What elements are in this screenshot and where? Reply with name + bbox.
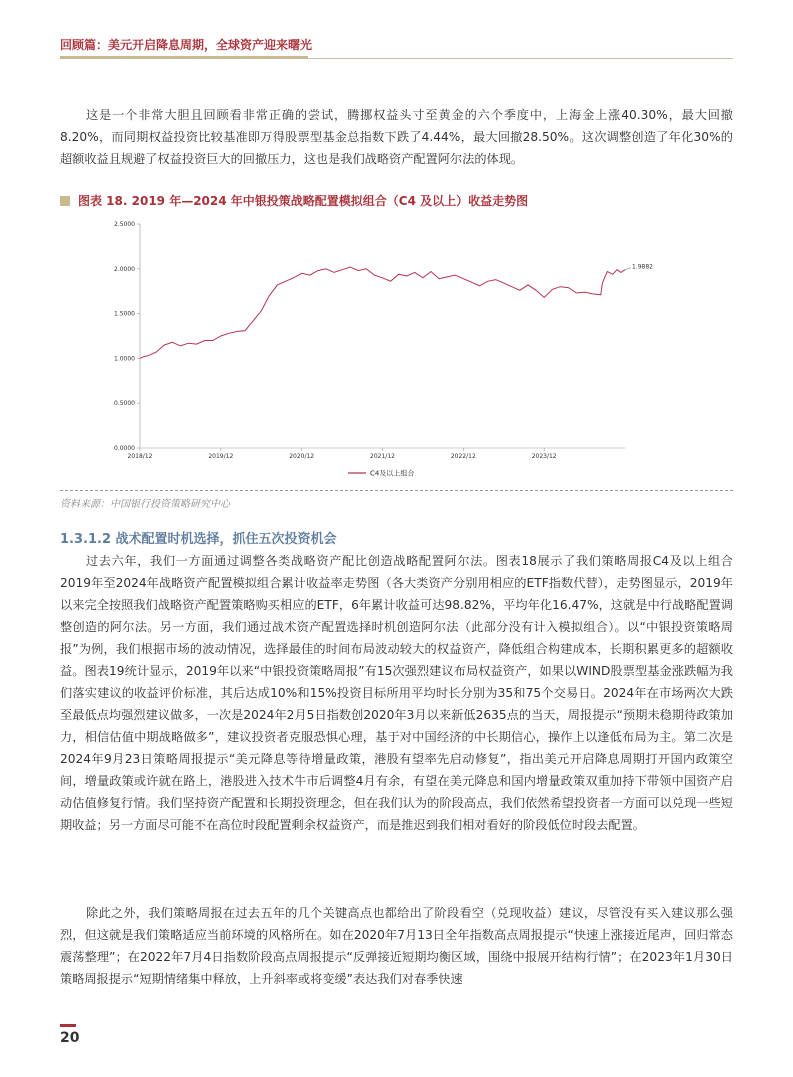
y-tick-label: 1.5000 xyxy=(114,310,135,318)
header-accent-bar xyxy=(60,56,308,59)
figure-title xyxy=(60,192,733,209)
x-tick-label: 2023/12 xyxy=(531,453,557,460)
y-tick-label: 2.5000 xyxy=(114,221,135,228)
source-divider xyxy=(60,490,733,491)
figure-marker-icon xyxy=(60,196,70,206)
x-tick-label: 2018/12 xyxy=(127,453,153,460)
x-tick-label: 2022/12 xyxy=(450,453,476,460)
x-tick-label: 2019/12 xyxy=(208,453,234,460)
footer-accent-bar xyxy=(60,1024,76,1027)
running-header xyxy=(60,36,733,53)
y-tick-label: 1.0000 xyxy=(114,355,135,363)
returns-line-chart xyxy=(60,212,680,487)
paragraph-1: 这是一个非常大胆且回顾看非常正确的尝试，腾挪权益头寸至黄金的六个季度中，上海金上涨40.30%，最大回撤8.20%，而同期权益投资比较基准即万得股票型基金总指数下跌了4.44%，最大回撤28.50%。这次调整创造了年化30%的超额收益且规避了权益投资巨大的回撤压力，这也是我们战略资产配置阿尔法的体现。 xyxy=(60,108,733,166)
paragraph-2: 过去六年，我们一方面通过调整各类战略资产配比创造战略配置阿尔法。图表18展示了我们策略周报C4及以上组合2019年至2024年战略资产配置模拟组合累计收益率走势图（各大类资产分别用相应的ETF指数代替），走势图显示，2019年以来完全按照我们战略资产配置策略购买相应的ETF，6年累计收益可达98.82%，平均年化16.47%，这就是中行战略配置调整创造的阿尔法。另一方面，我们通过战术资产配置选择时机创造阿尔法（此部分没有计入模拟组合）。以“中银投资策略周报”为例，我们根据市场的波动情况，选择最佳的时间布局波动较大的权益资产，降低组合构建成本，长期积累更多的超额收益。图表19统计显示，2019年以来“中银投资策略周报”有15次强烈建议布局权益资产，如果以WIND股票型基金涨跌幅为我们落实建议的收益评价标准，其后达成10%和15%投资目标所用平均时长分别为35和75个交易日。2024年在市场两次大跌至最低点均强烈建议做多，一次是2024年2月5日指数创2020年3月以来新低2635点的当天，周报提示“预期未稳期待政策加力，相信估值中期战略做多”，建议投资者克服恐惧心理，基于对中国经济的中长期信心，操作上以逢低布局为主。第二次是2024年9月23日策略周报提示“美元降息等待增量政策，港股有望率先启动修复”，指出美元开启降息周期打开国内政策空间，增量政策或许就在路上，港股进入技术牛市后调整4月有余，有望在美元降息和国内增量政策双重加持下带领中国资产启动估值修复行情。我们坚持资产配置和长期投资理念，但在我们认为的阶段高点，我们依然希望投资者一方面可以兑现一些短期收益；另一方面尽可能不在高位时段配置剩余权益资产，而是推迟到我们相对看好的阶段低位时段去配置。 xyxy=(60,554,733,832)
x-tick-label: 2020/12 xyxy=(289,453,315,460)
header-title: 回顾篇：美元开启降息周期，全球资产迎来曙光 xyxy=(60,38,313,52)
figure-title-text: 图表 18. 2019 年—2024 年中银投策战略配置模拟组合（C4 及以上）收益走势图 xyxy=(78,194,529,208)
legend-label: C4及以上组合 xyxy=(370,469,415,478)
paragraph-3: 除此之外，我们策略周报在过去五年的几个关键高点也都给出了阶段看空（兑现收益）建议，尽管没有买入建议那么强烈，但这就是我们策略适应当前环境的风格所在。如在2020年7月13日全年指数高点周报提示“快速上涨接近尾声，回归常态震荡整理”；在2022年7月4日指数阶段高点周报提示“反弹接近短期均衡区域，围绕中报展开结构行情”；在2023年1月30日策略周报提示“短期情绪集中释放，上升斜率或将变缓”表达我们对春季快速 xyxy=(60,906,733,986)
series-line-c4 xyxy=(140,267,625,358)
end-label-leader xyxy=(625,268,631,270)
y-tick-label: 0.0000 xyxy=(114,445,135,452)
x-tick-label: 2021/12 xyxy=(370,453,395,460)
page-number: 20 xyxy=(60,1030,80,1046)
section-heading: 1.3.1.2 战术配置时机选择，抓住五次投资机会 xyxy=(60,532,337,547)
y-tick-label: 2.0000 xyxy=(114,265,135,273)
y-tick-label: 0.5000 xyxy=(114,400,135,408)
end-value-label: 1.9882 xyxy=(632,263,653,271)
figure-source: 资料来源：中国银行投资策略研究中心 xyxy=(60,499,230,510)
